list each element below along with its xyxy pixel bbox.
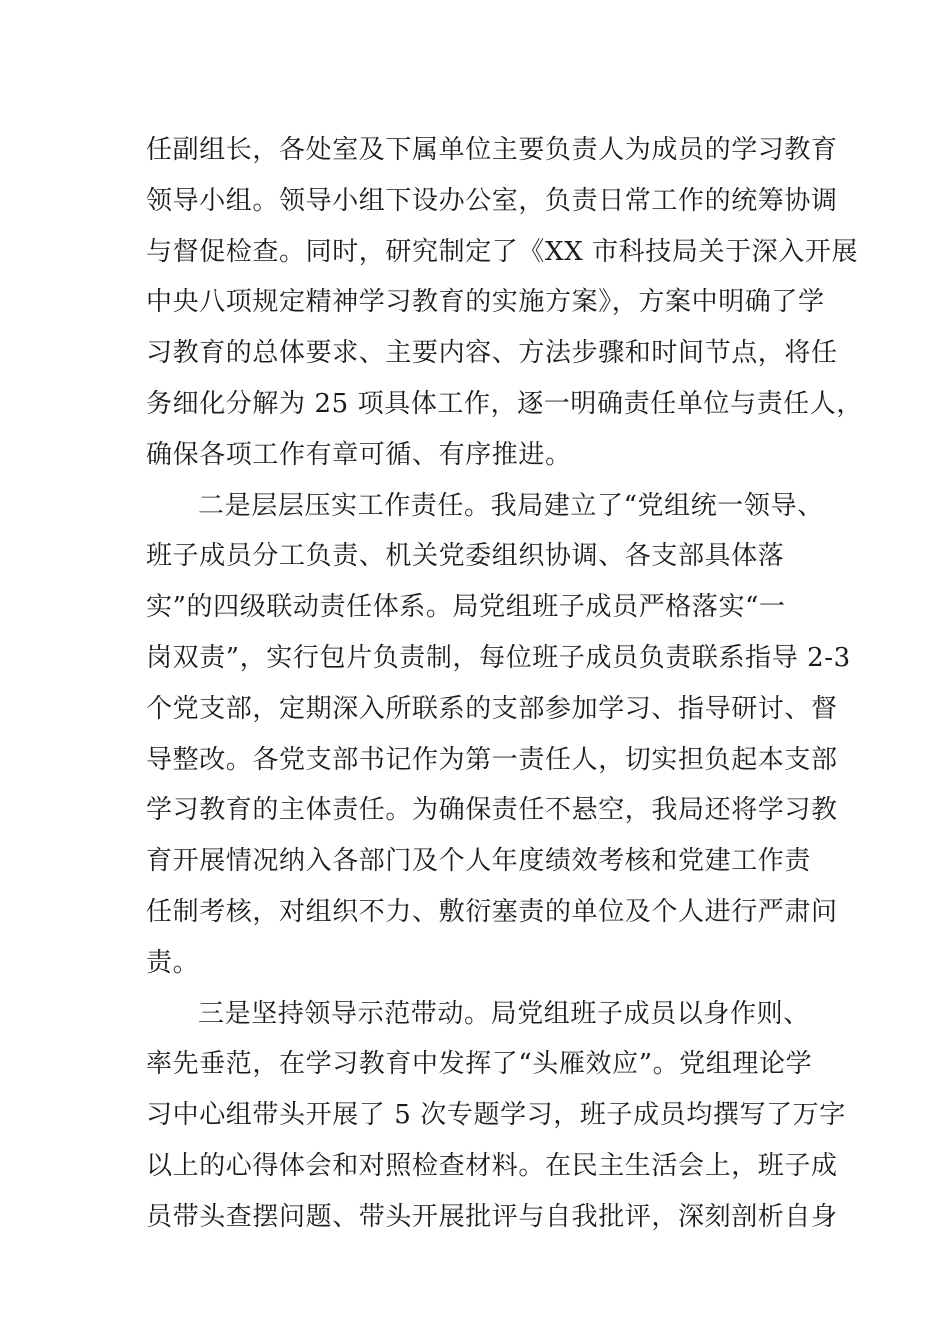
text-line: 育开展情况纳入各部门及个人年度绩效考核和党建工作责 bbox=[146, 846, 812, 877]
text-line: 确保各项工作有章可循、有序推进。 bbox=[146, 439, 572, 470]
text-line: 员带头查摆问题、带头开展批评与自我批评，深刻剖析自身 bbox=[146, 1201, 838, 1232]
text-line: 习中心组带头开展了 5 次专题学习，班子成员均撰写了万字 bbox=[146, 1100, 846, 1131]
text-line: 责。 bbox=[146, 947, 200, 978]
text-line: 任副组长，各处室及下属单位主要负责人为成员的学习教育 bbox=[146, 135, 838, 165]
text-line: 学习教育的主体责任。为确保责任不悬空，我局还将学习教 bbox=[146, 795, 838, 826]
text-line: 习教育的总体要求、主要内容、方法步骤和时间节点，将任 bbox=[146, 338, 838, 369]
text-line: 与督促检查。同时，研究制定了《XX 市科技局关于深入开展 bbox=[146, 236, 859, 267]
text-line: 班子成员分工负责、机关党委组织协调、各支部具体落 bbox=[146, 541, 785, 572]
text-line: 岗双责”，实行包片负责制，每位班子成员负责联系指导 2-3 bbox=[146, 642, 851, 673]
text-line: 以上的心得体会和对照检查材料。在民主生活会上，班子成 bbox=[146, 1150, 838, 1181]
text-line: 个党支部，定期深入所联系的支部参加学习、指导研讨、督 bbox=[146, 693, 838, 724]
body-text bbox=[146, 125, 864, 1243]
text-line: 中央八项规定精神学习教育的实施方案》，方案中明确了学 bbox=[146, 287, 825, 318]
text-line: 领导小组。领导小组下设办公室，负责日常工作的统筹协调 bbox=[146, 185, 838, 216]
text-line: 务细化分解为 25 项具体工作，逐一明确责任单位与责任人， bbox=[146, 388, 864, 419]
paragraph-start-line: 二是层层压实工作责任。我局建立了“党组统一领导、 bbox=[198, 490, 824, 521]
text-line: 率先垂范，在学习教育中发挥了“头雁效应”。党组理论学 bbox=[146, 1049, 813, 1080]
text-line: 导整改。各党支部书记作为第一责任人，切实担负起本支部 bbox=[146, 744, 838, 775]
text-line: 任制考核，对组织不力、敷衍塞责的单位及个人进行严肃问 bbox=[146, 896, 838, 927]
paragraph-start-line: 三是坚持领导示范带动。局党组班子成员以身作则、 bbox=[198, 998, 810, 1029]
text-line: 实”的四级联动责任体系。局党组班子成员严格落实“一 bbox=[146, 592, 786, 623]
